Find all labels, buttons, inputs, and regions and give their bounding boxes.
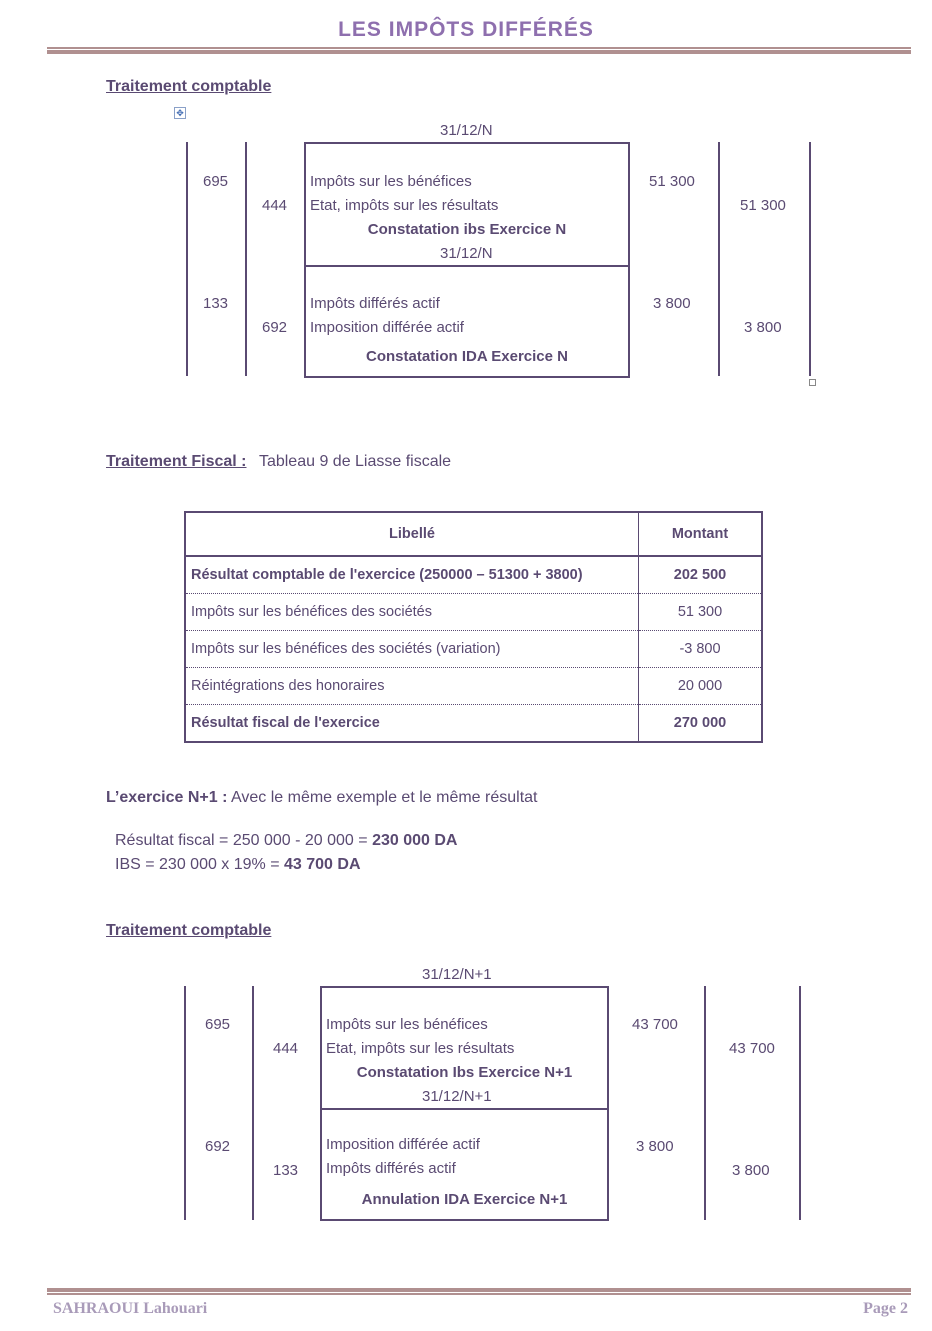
row-amount: 20 000 (639, 668, 763, 705)
ibs-line (115, 856, 361, 874)
row-label: Réintégrations des honoraires (185, 668, 639, 705)
row-label: Résultat fiscal de l'exercice (185, 705, 639, 743)
row-amount: 51 300 (639, 594, 763, 631)
debit-amount: 3 800 (653, 295, 691, 312)
formula-result: 43 700 DA (284, 856, 361, 873)
row-label: Impôts sur les bénéfices des sociétés (185, 594, 639, 631)
debit-amount: 3 800 (636, 1138, 674, 1155)
row-amount: 270 000 (639, 705, 763, 743)
credit-amount: 3 800 (744, 319, 782, 336)
table-row (185, 705, 762, 743)
table-move-handle-icon[interactable]: ✥ (174, 107, 186, 119)
header-rule-thin (47, 47, 911, 49)
debit-account: 692 (205, 1138, 231, 1155)
journal-line (252, 986, 254, 1220)
section-heading-accounting: Traitement comptable (106, 78, 272, 95)
header-rule-thick (47, 50, 911, 54)
fiscal-result-line (115, 832, 457, 850)
credit-amount: 43 700 (729, 1040, 775, 1057)
footer-author: SAHRAOUI Lahouari (53, 1300, 208, 1317)
debit-label: Impôts différés actif (310, 295, 440, 312)
table-resize-handle-icon[interactable] (809, 379, 816, 386)
entry-date: 31/12/N (432, 245, 501, 262)
credit-label: Etat, impôts sur les résultats (326, 1040, 515, 1057)
credit-label: Imposition différée actif (310, 319, 464, 336)
entry-divider (320, 1108, 609, 1110)
exercise-n1-intro (106, 789, 537, 807)
page-title: LES IMPÔTS DIFFÉRÉS (338, 18, 594, 41)
credit-account: 133 (273, 1162, 299, 1179)
journal-line (245, 142, 247, 376)
debit-label: Impôts sur les bénéfices (326, 1016, 488, 1033)
credit-amount: 51 300 (740, 197, 786, 214)
table-row (185, 668, 762, 705)
entry-caption: Annulation IDA Exercice N+1 (361, 1191, 568, 1208)
footer-rule-thick (47, 1288, 911, 1292)
journal-line (704, 986, 706, 1220)
formula-result: 230 000 DA (372, 832, 458, 849)
entry-caption: Constatation Ibs Exercice N+1 (356, 1064, 573, 1081)
entry-date: 31/12/N (432, 122, 501, 139)
entry-date: 31/12/N+1 (414, 966, 500, 983)
debit-account: 695 (203, 173, 229, 190)
row-label: Impôts sur les bénéfices des sociétés (variation) (185, 631, 639, 668)
table-row (185, 594, 762, 631)
exercise-n1-label: L’exercice N+1 : (106, 789, 228, 806)
debit-amount: 51 300 (649, 173, 695, 190)
journal-line (809, 142, 811, 376)
entry-caption: Constatation ibs Exercice N (367, 221, 567, 238)
row-label: Résultat comptable de l'exercice (250000 – 51300 + 3800) (185, 556, 639, 594)
entry-date: 31/12/N+1 (414, 1088, 500, 1105)
entry-divider (304, 265, 630, 267)
formula-text: Résultat fiscal = 250 000 - 20 000 = (115, 832, 373, 849)
fiscal-heading-row (106, 453, 451, 471)
table-row (185, 631, 762, 668)
fiscal-table (184, 511, 763, 743)
footer-page-number: Page 2 (863, 1300, 908, 1317)
debit-amount: 43 700 (632, 1016, 678, 1033)
entry-caption: Constatation IDA Exercice N (366, 348, 568, 365)
debit-account: 133 (203, 295, 229, 312)
debit-account: 695 (205, 1016, 231, 1033)
journal-line (718, 142, 720, 376)
row-amount: 202 500 (639, 556, 763, 594)
credit-account: 692 (262, 319, 288, 336)
journal-line (184, 986, 186, 1220)
journal-line (186, 142, 188, 376)
section-heading-fiscal: Traitement Fiscal : (106, 453, 247, 470)
credit-account: 444 (273, 1040, 299, 1057)
row-amount: -3 800 (639, 631, 763, 668)
fiscal-subtitle: Tableau 9 de Liasse fiscale (258, 453, 452, 470)
journal-line (799, 986, 801, 1220)
column-header-amount: Montant (639, 512, 763, 556)
column-header-label: Libellé (185, 512, 639, 556)
credit-label: Etat, impôts sur les résultats (310, 197, 499, 214)
credit-account: 444 (262, 197, 288, 214)
credit-label: Impôts différés actif (326, 1160, 456, 1177)
debit-label: Imposition différée actif (326, 1136, 480, 1153)
credit-amount: 3 800 (732, 1162, 770, 1179)
exercise-n1-text: Avec le même exemple et le même résultat (230, 789, 538, 806)
formula-text: IBS = 230 000 x 19% = (115, 856, 285, 873)
debit-label: Impôts sur les bénéfices (310, 173, 472, 190)
table-row (185, 556, 762, 594)
footer-rule-thin (47, 1293, 911, 1295)
section-heading-accounting-n1: Traitement comptable (106, 922, 272, 939)
